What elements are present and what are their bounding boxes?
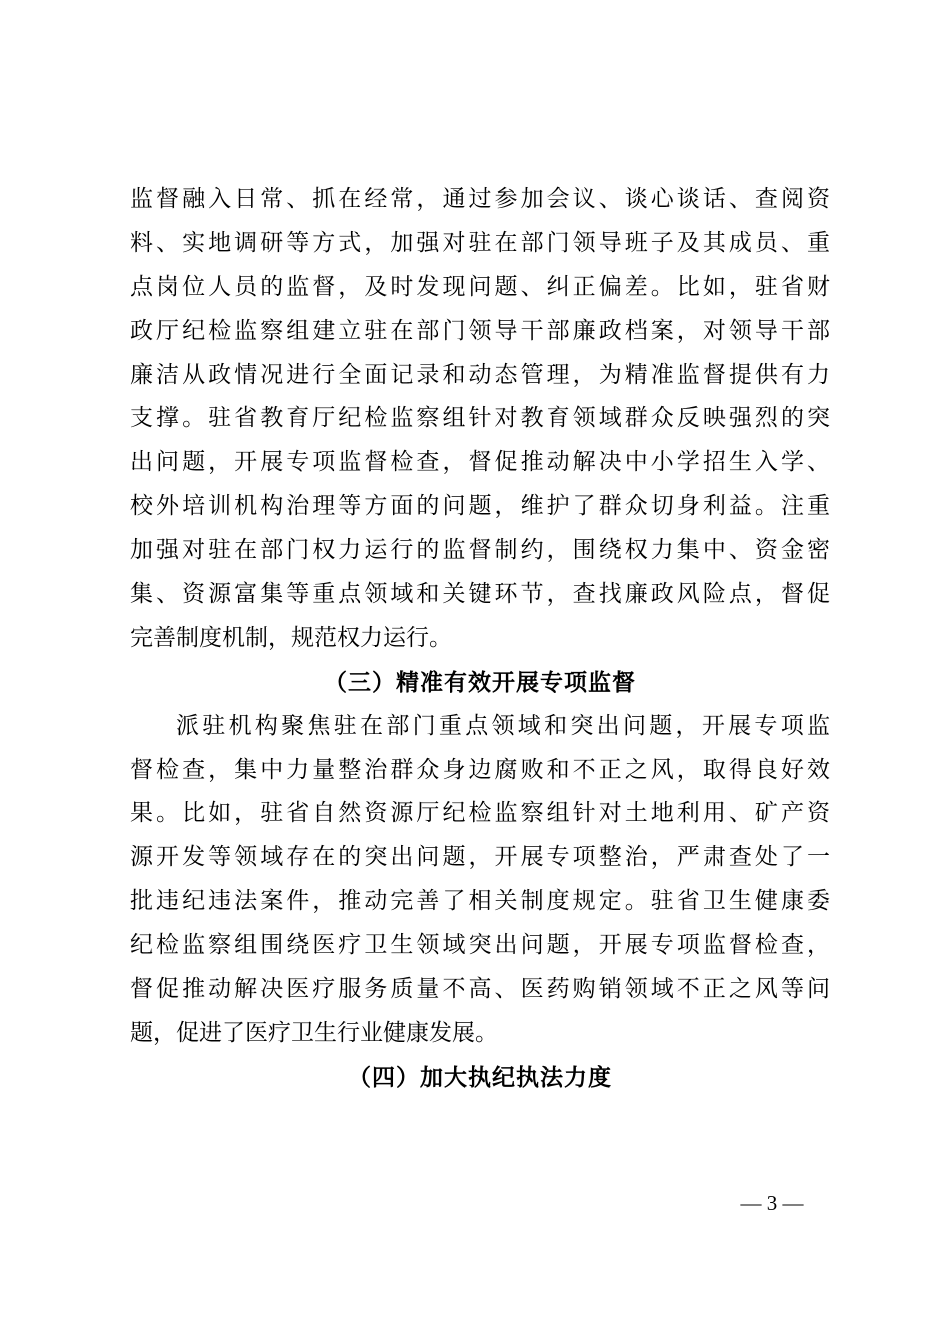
text-line: 加强对驻在部门权力运行的监督制约，围绕权力集中、资金密: [130, 537, 830, 564]
text-line: 纪检监察组围绕医疗卫生领域突出问题，开展专项监督检查，: [130, 932, 830, 959]
text-line: 题，促进了医疗卫生行业健康发展。: [130, 1019, 498, 1046]
text-line: 督检查，集中力量整治群众身边腐败和不正之风，取得良好效: [130, 756, 830, 783]
text-line: 料、实地调研等方式，加强对驻在部门领导班子及其成员、重: [130, 229, 830, 256]
section-4-heading: （四）加大执纪执法力度: [348, 1063, 612, 1091]
text-line: 支撑。驻省教育厅纪检监察组针对教育领域群众反映强烈的突: [130, 405, 830, 432]
document-body: [130, 178, 830, 1100]
text-line: 派驻机构聚焦驻在部门重点领域和突出问题，开展专项监: [176, 712, 830, 739]
section-3-paragraph: [130, 705, 830, 1056]
text-line: 廉洁从政情况进行全面记录和动态管理，为精准监督提供有力: [130, 361, 830, 388]
text-line: 政厅纪检监察组建立驻在部门领导干部廉政档案，对领导干部: [130, 317, 830, 344]
paragraph-1: [130, 178, 830, 661]
text-line: 批违纪违法案件，推动完善了相关制度规定。驻省卫生健康委: [130, 888, 830, 915]
text-line: 源开发等领域存在的突出问题，开展专项整治，严肃查处了一: [130, 844, 830, 871]
text-line: 果。比如，驻省自然资源厅纪检监察组针对土地利用、矿产资: [130, 800, 830, 827]
section-3-heading: （三）精准有效开展专项监督: [324, 668, 636, 696]
text-line: 集、资源富集等重点领域和关键环节，查找廉政风险点，督促: [130, 581, 830, 608]
text-line: 监督融入日常、抓在经常，通过参加会议、谈心谈话、查阅资: [130, 186, 830, 212]
page-number: — 3 —: [740, 1191, 804, 1215]
text-line: 督促推动解决医疗服务质量不高、医药购销领域不正之风等问: [130, 976, 830, 1003]
text-line: 校外培训机构治理等方面的问题，维护了群众切身利益。注重: [130, 493, 830, 520]
text-line: 出问题，开展专项监督检查，督促推动解决中小学招生入学、: [130, 449, 830, 476]
text-line: 完善制度机制，规范权力运行。: [130, 624, 452, 651]
text-line: 点岗位人员的监督，及时发现问题、纠正偏差。比如，驻省财: [130, 273, 830, 300]
